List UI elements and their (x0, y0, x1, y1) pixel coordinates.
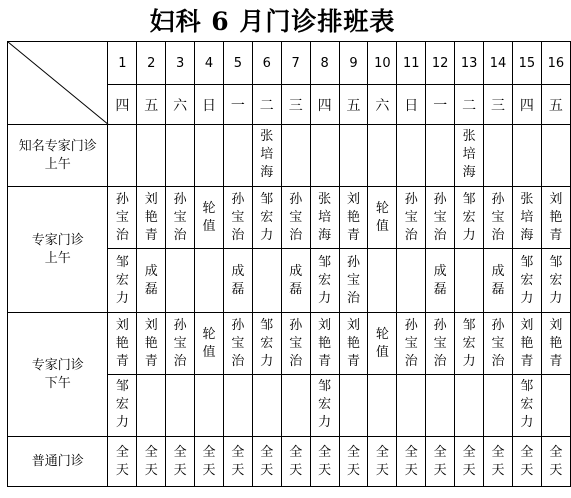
schedule-cell-text: 刘 艳 青 (346, 317, 360, 369)
day-number: 7 (281, 42, 310, 85)
day-number: 15 (512, 42, 541, 85)
schedule-cell (108, 437, 137, 487)
schedule-cell-text: 全 天 (433, 444, 447, 478)
schedule-cell (281, 375, 310, 437)
schedule-cell (541, 187, 570, 249)
schedule-cell (223, 187, 252, 249)
weekday: 四 (108, 85, 137, 125)
schedule-cell-text: 轮 值 (202, 200, 216, 234)
weekday: 日 (397, 85, 426, 125)
schedule-cell (310, 313, 339, 375)
schedule-cell (166, 313, 195, 375)
schedule-cell-text: 成 磊 (289, 263, 303, 297)
weekday: 六 (368, 85, 397, 125)
schedule-cell (223, 249, 252, 313)
schedule-cell (223, 375, 252, 437)
schedule-cell-text: 邹 宏 力 (318, 379, 332, 430)
day-number: 5 (223, 42, 252, 85)
schedule-cell (310, 125, 339, 187)
schedule-cell-text: 孙 宝 治 (433, 191, 447, 243)
schedule-cell (426, 249, 455, 313)
schedule-cell (252, 187, 281, 249)
schedule-cell (252, 249, 281, 313)
row-label-expert-am (8, 187, 108, 313)
schedule-cell (108, 313, 137, 375)
schedule-cell-text: 邹 宏 力 (260, 317, 274, 369)
schedule-cell (195, 437, 224, 487)
schedule-cell (166, 125, 195, 187)
schedule-cell (484, 437, 513, 487)
day-number: 1 (108, 42, 137, 85)
schedule-cell (137, 125, 166, 187)
row-label-expert-am-text: 专家门诊 上午 (31, 232, 84, 266)
schedule-cell (455, 313, 484, 375)
schedule-cell (195, 125, 224, 187)
schedule-cell (252, 437, 281, 487)
schedule-cell (339, 249, 368, 313)
schedule-cell (541, 437, 570, 487)
schedule-cell-text: 刘 艳 青 (115, 317, 129, 369)
schedule-cell-text: 成 磊 (231, 263, 245, 297)
schedule-cell (252, 125, 281, 187)
schedule-cell (397, 313, 426, 375)
schedule-cell (137, 249, 166, 313)
schedule-cell (223, 125, 252, 187)
schedule-cell-text: 张 培 海 (462, 129, 476, 180)
day-number: 12 (426, 42, 455, 85)
schedule-cell-text: 全 天 (462, 444, 476, 478)
schedule-cell-text: 孙 宝 治 (115, 191, 129, 243)
schedule-cell-text: 全 天 (260, 444, 274, 478)
schedule-cell (541, 125, 570, 187)
schedule-cell (397, 375, 426, 437)
schedule-cell (310, 249, 339, 313)
schedule-cell-text: 孙 宝 治 (346, 254, 360, 306)
schedule-cell-text: 张 培 海 (260, 129, 274, 180)
schedule-cell (426, 187, 455, 249)
weekday: 一 (426, 85, 455, 125)
schedule-cell (512, 313, 541, 375)
schedule-cell-text: 孙 宝 治 (173, 317, 187, 369)
schedule-cell (484, 187, 513, 249)
schedule-cell-text: 孙 宝 治 (404, 317, 418, 369)
schedule-cell (281, 187, 310, 249)
schedule-cell (397, 187, 426, 249)
schedule-cell-text: 邹 宏 力 (318, 254, 332, 306)
schedule-cell-text: 刘 艳 青 (549, 191, 563, 243)
schedule-cell-text: 孙 宝 治 (231, 191, 245, 243)
day-number: 2 (137, 42, 166, 85)
schedule-cell-text: 全 天 (549, 444, 563, 478)
schedule-cell (281, 313, 310, 375)
schedule-cell-text: 全 天 (231, 444, 245, 478)
schedule-cell-text: 孙 宝 治 (433, 317, 447, 369)
schedule-cell-text: 张 培 海 (318, 191, 332, 243)
weekday: 六 (166, 85, 195, 125)
weekday: 五 (541, 85, 570, 125)
schedule-cell-text: 邹 宏 力 (462, 191, 476, 243)
schedule-cell-text: 刘 艳 青 (144, 317, 158, 369)
weekday: 二 (455, 85, 484, 125)
schedule-cell (281, 249, 310, 313)
schedule-cell (426, 437, 455, 487)
schedule-cell-text: 邹 宏 力 (462, 317, 476, 369)
schedule-cell (310, 375, 339, 437)
schedule-cell (108, 187, 137, 249)
day-number: 3 (166, 42, 195, 85)
weekday: 五 (137, 85, 166, 125)
schedule-cell (426, 125, 455, 187)
day-number: 16 (541, 42, 570, 85)
schedule-cell-text: 轮 值 (375, 200, 389, 234)
schedule-cell (426, 313, 455, 375)
day-number: 8 (310, 42, 339, 85)
schedule-cell (108, 249, 137, 313)
schedule-cell (512, 375, 541, 437)
schedule-cell-text: 孙 宝 治 (491, 191, 505, 243)
schedule-cell (426, 375, 455, 437)
diagonal-line (8, 42, 109, 125)
schedule-cell-text: 全 天 (346, 444, 360, 478)
row-label-general-text: 普通门诊 (31, 453, 84, 469)
schedule-cell-text: 邹 宏 力 (520, 379, 534, 430)
schedule-cell (223, 437, 252, 487)
schedule-cell (455, 187, 484, 249)
schedule-cell-text: 孙 宝 治 (289, 191, 303, 243)
schedule-cell-text: 成 磊 (433, 263, 447, 297)
day-number: 11 (397, 42, 426, 85)
schedule-cell (195, 375, 224, 437)
diagonal-header-cell (8, 42, 108, 125)
schedule-cell (541, 249, 570, 313)
schedule-cell (368, 249, 397, 313)
schedule-cell (397, 437, 426, 487)
schedule-cell (310, 187, 339, 249)
schedule-cell-text: 轮 值 (375, 326, 389, 360)
schedule-cell (512, 437, 541, 487)
weekday: 三 (281, 85, 310, 125)
schedule-cell (166, 249, 195, 313)
schedule-cell (512, 249, 541, 313)
schedule-cell-text: 张 培 海 (520, 191, 534, 243)
weekday: 四 (512, 85, 541, 125)
schedule-cell-text: 刘 艳 青 (520, 317, 534, 369)
day-number: 4 (195, 42, 224, 85)
schedule-cell (368, 187, 397, 249)
schedule-cell (368, 313, 397, 375)
schedule-cell (137, 313, 166, 375)
schedule-cell (339, 437, 368, 487)
schedule-cell-text: 全 天 (375, 444, 389, 478)
schedule-cell (339, 313, 368, 375)
schedule-cell (281, 437, 310, 487)
schedule-cell (310, 437, 339, 487)
schedule-cell (137, 437, 166, 487)
schedule-cell (195, 249, 224, 313)
schedule-cell (223, 313, 252, 375)
weekday: 一 (223, 85, 252, 125)
row-label-general (8, 437, 108, 487)
schedule-cell (484, 125, 513, 187)
schedule-cell (455, 125, 484, 187)
schedule-cell (137, 187, 166, 249)
schedule-cell-text: 全 天 (318, 444, 332, 478)
schedule-cell-text: 邹 宏 力 (115, 379, 129, 430)
schedule-cell-text: 全 天 (144, 444, 158, 478)
schedule-cell (368, 437, 397, 487)
schedule-cell (108, 125, 137, 187)
day-number: 9 (339, 42, 368, 85)
schedule-cell (484, 313, 513, 375)
schedule-cell-text: 邹 宏 力 (115, 254, 129, 306)
schedule-cell (166, 375, 195, 437)
schedule-cell (541, 375, 570, 437)
schedule-cell (339, 375, 368, 437)
schedule-cell (252, 375, 281, 437)
schedule-cell (541, 313, 570, 375)
schedule-table (7, 41, 571, 487)
schedule-cell-text: 邹 宏 力 (549, 254, 563, 306)
schedule-cell (484, 375, 513, 437)
row-label-famous-am (8, 125, 108, 187)
schedule-cell-text: 全 天 (404, 444, 418, 478)
page-title: 妇科 6 月门诊排班表 (149, 7, 396, 36)
schedule-cell-text: 全 天 (173, 444, 187, 478)
weekday: 三 (484, 85, 513, 125)
schedule-cell-text: 孙 宝 治 (404, 191, 418, 243)
schedule-cell (281, 125, 310, 187)
schedule-cell-text: 轮 值 (202, 326, 216, 360)
row-label-famous-am-text: 知名专家门诊 上午 (18, 138, 97, 172)
schedule-cell (397, 125, 426, 187)
day-number: 14 (484, 42, 513, 85)
schedule-cell-text: 全 天 (289, 444, 303, 478)
schedule-cell-text: 邹 宏 力 (260, 191, 274, 243)
row-label-expert-pm-text: 专家门诊 下午 (31, 357, 84, 391)
schedule-cell-text: 成 磊 (144, 263, 158, 297)
schedule-cell (339, 187, 368, 249)
schedule-cell (484, 249, 513, 313)
day-number: 6 (252, 42, 281, 85)
weekday: 二 (252, 85, 281, 125)
schedule-cell (108, 375, 137, 437)
weekday: 日 (195, 85, 224, 125)
weekday: 五 (339, 85, 368, 125)
schedule-cell (455, 437, 484, 487)
schedule-cell-text: 刘 艳 青 (346, 191, 360, 243)
schedule-cell (166, 187, 195, 249)
schedule-cell-text: 孙 宝 治 (231, 317, 245, 369)
schedule-cell-text: 刘 艳 青 (549, 317, 563, 369)
schedule-cell-text: 成 磊 (491, 263, 505, 297)
schedule-cell (195, 313, 224, 375)
schedule-cell (252, 313, 281, 375)
schedule-cell-text: 全 天 (115, 444, 129, 478)
schedule-cell (166, 437, 195, 487)
schedule-cell (195, 187, 224, 249)
schedule-cell (368, 125, 397, 187)
schedule-cell (512, 187, 541, 249)
day-number: 13 (455, 42, 484, 85)
schedule-cell (137, 375, 166, 437)
schedule-cell-text: 孙 宝 治 (289, 317, 303, 369)
schedule-cell-text: 全 天 (520, 444, 534, 478)
schedule-cell-text: 全 天 (491, 444, 505, 478)
schedule-cell-text: 孙 宝 治 (173, 191, 187, 243)
schedule-cell (455, 375, 484, 437)
schedule-cell-text: 孙 宝 治 (491, 317, 505, 369)
schedule-cell-text: 邹 宏 力 (520, 254, 534, 306)
weekday: 四 (310, 85, 339, 125)
schedule-cell (512, 125, 541, 187)
schedule-cell (368, 375, 397, 437)
schedule-cell-text: 刘 艳 青 (318, 317, 332, 369)
row-label-expert-pm (8, 313, 108, 437)
schedule-cell (455, 249, 484, 313)
schedule-cell (397, 249, 426, 313)
day-number: 10 (368, 42, 397, 85)
schedule-cell (339, 125, 368, 187)
schedule-cell-text: 刘 艳 青 (144, 191, 158, 243)
schedule-cell-text: 全 天 (202, 444, 216, 478)
